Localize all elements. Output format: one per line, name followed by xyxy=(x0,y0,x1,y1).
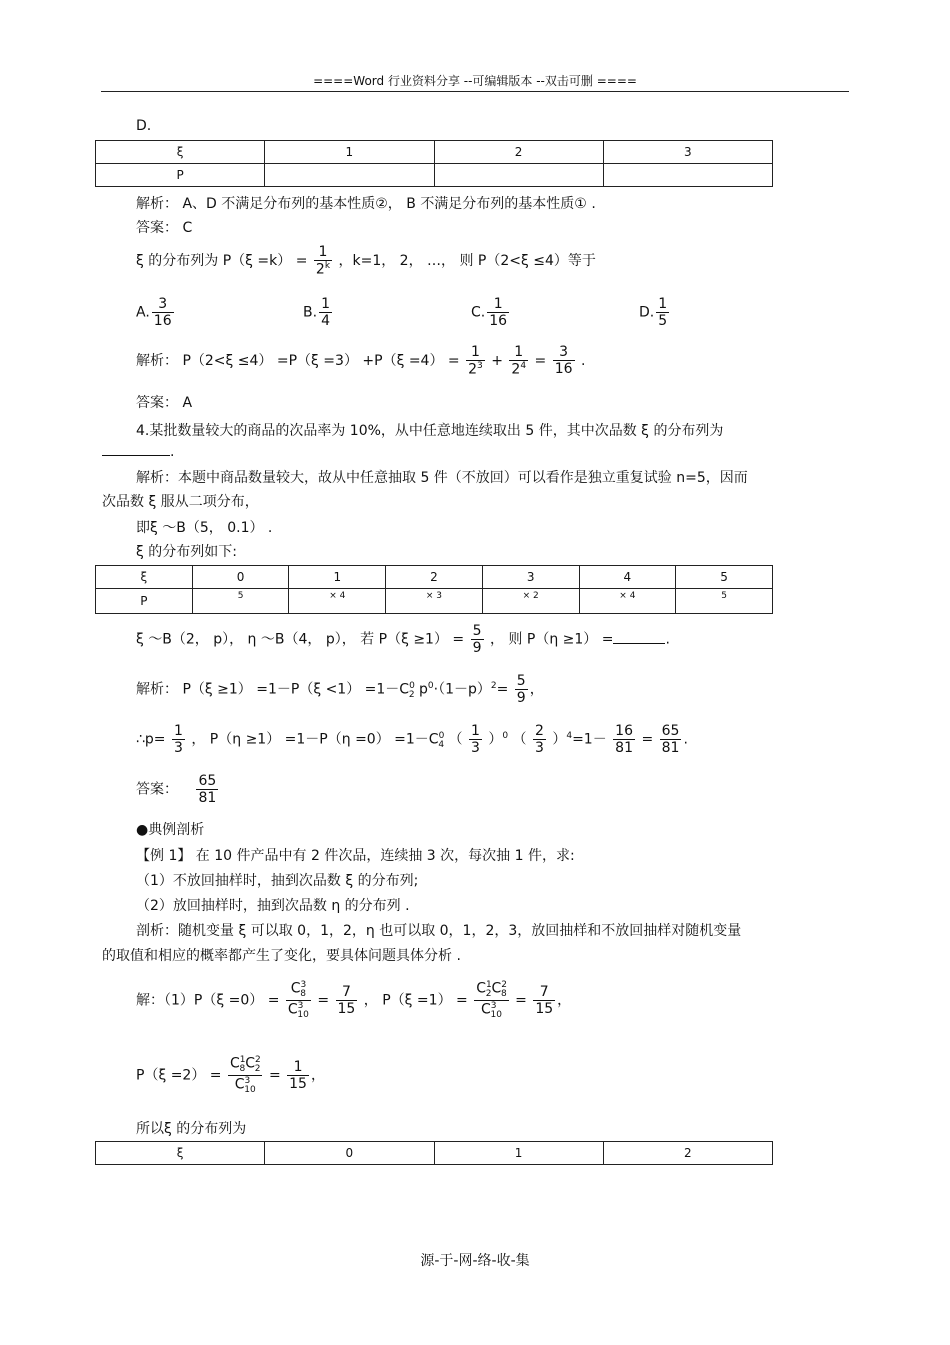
q4-analysis-3: 即ξ ～B（5， 0.1） . xyxy=(136,520,273,536)
table-cell: × 4 xyxy=(289,589,386,614)
table-cell xyxy=(265,164,434,187)
example-analysis-2: 的取值和相应的概率都产生了变化，要具体问题具体分析 . xyxy=(102,948,461,964)
conclusion: 所以ξ 的分布列为 xyxy=(136,1121,247,1137)
q1-analysis: 解析： A、D 不满足分布列的基本性质②， B 不满足分布列的基本性质① . xyxy=(136,196,596,212)
table-cell: × 4 xyxy=(579,589,676,614)
table-cell: 0 xyxy=(192,566,289,589)
q2-option-d: D. $\frac{1}{5}$ xyxy=(639,296,668,330)
table-cell: 4 xyxy=(579,566,676,589)
q5-analysis-1: 解析： $P(\xi \ge 1) =1-P(\xi <1) =1-C^0_2$ $p^0\cdot(1-p)^2=$ $\frac{5}{9}$ ， xyxy=(136,673,544,707)
table-cell: ξ xyxy=(96,1142,265,1165)
q1-answer: 答案： C xyxy=(136,220,193,236)
q5-answer: 答案： $\frac{65}{81}$ xyxy=(136,773,217,807)
table-cell xyxy=(434,164,603,187)
distribution-table-example xyxy=(95,1141,773,1165)
table-cell: 2 xyxy=(386,566,483,589)
q2-analysis: 解析： P（2<ξ ≤4） =P（ξ =3） +P（ξ =4） = $\frac{1}{2^3}$ + $\frac{1}{2^4}$ = $\frac{3}{16}$ . xyxy=(136,344,586,378)
table-cell: 2 xyxy=(603,1142,772,1165)
q2-option-a: A. $\frac{3}{16}$ xyxy=(136,296,172,330)
q4-analysis-2: 次品数 ξ 服从二项分布， xyxy=(102,494,259,510)
table-cell: 1 xyxy=(289,566,386,589)
example-part-1: （1）不放回抽样时，抽到次品数 ξ 的分布列; xyxy=(136,873,419,889)
solution-2: P（ξ =2） = $\frac{C^1_8C^2_2}{C^3_{10}}$ = $\frac{1}{15}$ ， xyxy=(136,1055,325,1096)
table-cell: 5 xyxy=(192,589,289,614)
q5-analysis-2: ∴p= $\frac{1}{3}$ ， $P(\eta \ge 1) =1-P(\eta =0) =1-C^0_4$ （ $\frac{1}{3}$ ）$^0$ （ $\frac{2}{3}$ ）$^4$=1－ $\frac{16}{81}$ = $\frac{65}{81}$ . xyxy=(136,723,688,757)
table-cell: P xyxy=(96,589,193,614)
table-cell: 1 xyxy=(434,1142,603,1165)
q4-blank: . xyxy=(102,443,174,460)
table-cell: ξ xyxy=(96,566,193,589)
table-cell: 3 xyxy=(482,566,579,589)
table-cell: ξ xyxy=(96,141,265,164)
q4-analysis-1: 解析：本题中商品数量较大，故从中任意抽取 5 件（不放回）可以看作是独立重复试验 n=5，因而 xyxy=(136,470,748,486)
example-part-2: （2）放回抽样时，抽到次品数 η 的分布列 . xyxy=(136,898,410,914)
q2-stem-text-2: ，k=1， 2， …， 则 P（2<ξ ≤4）等于 xyxy=(338,252,596,269)
q5-stem: ξ ～B（2， p）， η ～B（4， p）， 若 P（ξ ≥1） = $\frac{5}{9}$ ， 则 P（η ≥1） = . xyxy=(136,623,670,657)
distribution-table-d xyxy=(95,140,773,187)
table-cell: 1 xyxy=(265,141,434,164)
q2-option-c: C. $\frac{1}{16}$ xyxy=(471,296,508,330)
table-cell: × 2 xyxy=(482,589,579,614)
table-cell: 2 xyxy=(434,141,603,164)
table-cell: 3 xyxy=(603,141,772,164)
q2-stem-text: ξ 的分布列为 P（ξ =k） = xyxy=(136,252,308,269)
table-cell: 5 xyxy=(676,566,773,589)
q2-stem xyxy=(136,244,596,278)
table-cell xyxy=(603,164,772,187)
solution-1: 解：（1）P（ξ =0） = $\frac{C^3_8}{C^3_{10}}$ = $\frac{7}{15}$ ， P（ξ =1） = $\frac{C^1_2C^2_8}{C^3_{10}}$ = $\frac{7}{15}$ ， xyxy=(136,980,572,1021)
header-rule xyxy=(101,91,849,92)
table-cell: 5 xyxy=(676,589,773,614)
example-title: 【例 1】 在 10 件产品中有 2 件次品，连续抽 3 次，每次抽 1 件，求: xyxy=(136,848,575,864)
option-d-label: D. xyxy=(136,118,152,134)
page-header: ====Word 行业资料分享 --可编辑版本 --双击可删 ==== xyxy=(313,74,637,88)
table-cell: P xyxy=(96,164,265,187)
q2-option-b: B. $\frac{1}{4}$ xyxy=(303,296,330,330)
table-cell: 0 xyxy=(265,1142,434,1165)
q4-stem: 4.某批数量较大的商品的次品率为 10%，从中任意地连续取出 5 件，其中次品数 ξ 的分布列为 xyxy=(136,423,724,439)
page-footer: 源-于-网-络-收-集 xyxy=(420,1253,530,1269)
example-analysis-1: 剖析：随机变量 ξ 可以取 0，1，2，η 也可以取 0，1，2，3，放回抽样和不放回抽样对随机变量 xyxy=(136,923,742,939)
section-heading: ●典例剖析 xyxy=(136,822,205,838)
distribution-table-q4 xyxy=(95,565,773,614)
fraction: $\frac{1}{2^k}$ xyxy=(315,244,331,278)
q2-answer: 答案： A xyxy=(136,395,193,411)
q4-analysis-4: ξ 的分布列如下: xyxy=(136,544,237,560)
table-cell: × 3 xyxy=(386,589,483,614)
